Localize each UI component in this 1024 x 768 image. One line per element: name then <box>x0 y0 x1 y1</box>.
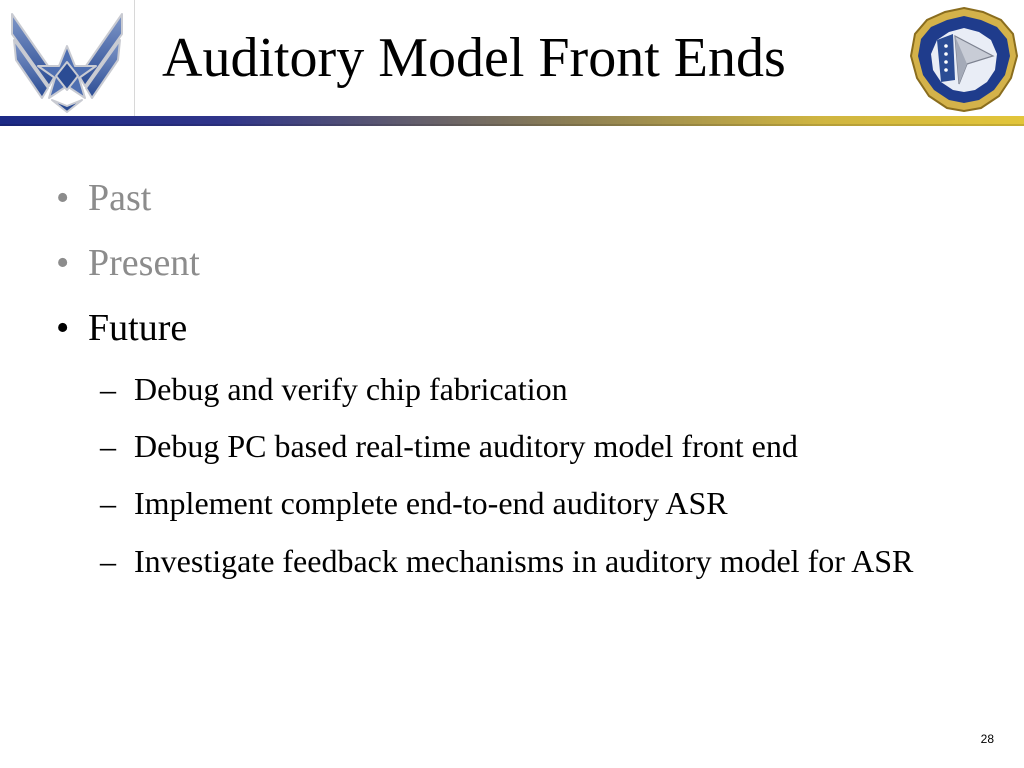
bullet-text: Past <box>88 177 152 219</box>
slide-title: Auditory Model Front Ends <box>162 27 786 89</box>
sub-bullet-marker: – <box>100 428 116 464</box>
bullet-present <box>56 241 200 285</box>
sub-bullet-marker: – <box>100 543 116 579</box>
sub-bullet-marker: – <box>100 485 116 521</box>
bullet-marker: • <box>56 242 70 284</box>
sub-bullet <box>100 426 1000 466</box>
page-number: 28 <box>980 732 994 746</box>
sub-bullet-text: Implement complete end-to-end auditory ASR <box>134 485 728 521</box>
sub-bullet-marker: – <box>100 371 116 407</box>
bullet-marker: • <box>56 307 70 349</box>
bullet-marker: • <box>56 177 70 219</box>
bullet-text: Future <box>88 307 188 349</box>
sub-bullet-text: Investigate feedback mechanisms in auditory model for ASR <box>134 543 914 579</box>
sub-bullet-text: Debug and verify chip fabrication <box>134 371 568 407</box>
bullet-past <box>56 176 151 220</box>
sub-bullet <box>100 369 1000 409</box>
sub-bullet <box>100 541 960 581</box>
sub-bullet <box>100 483 1000 523</box>
sub-bullet-text: Debug PC based real-time auditory model front end <box>134 428 798 464</box>
bullet-text: Present <box>88 242 200 284</box>
bullet-future <box>56 306 187 350</box>
